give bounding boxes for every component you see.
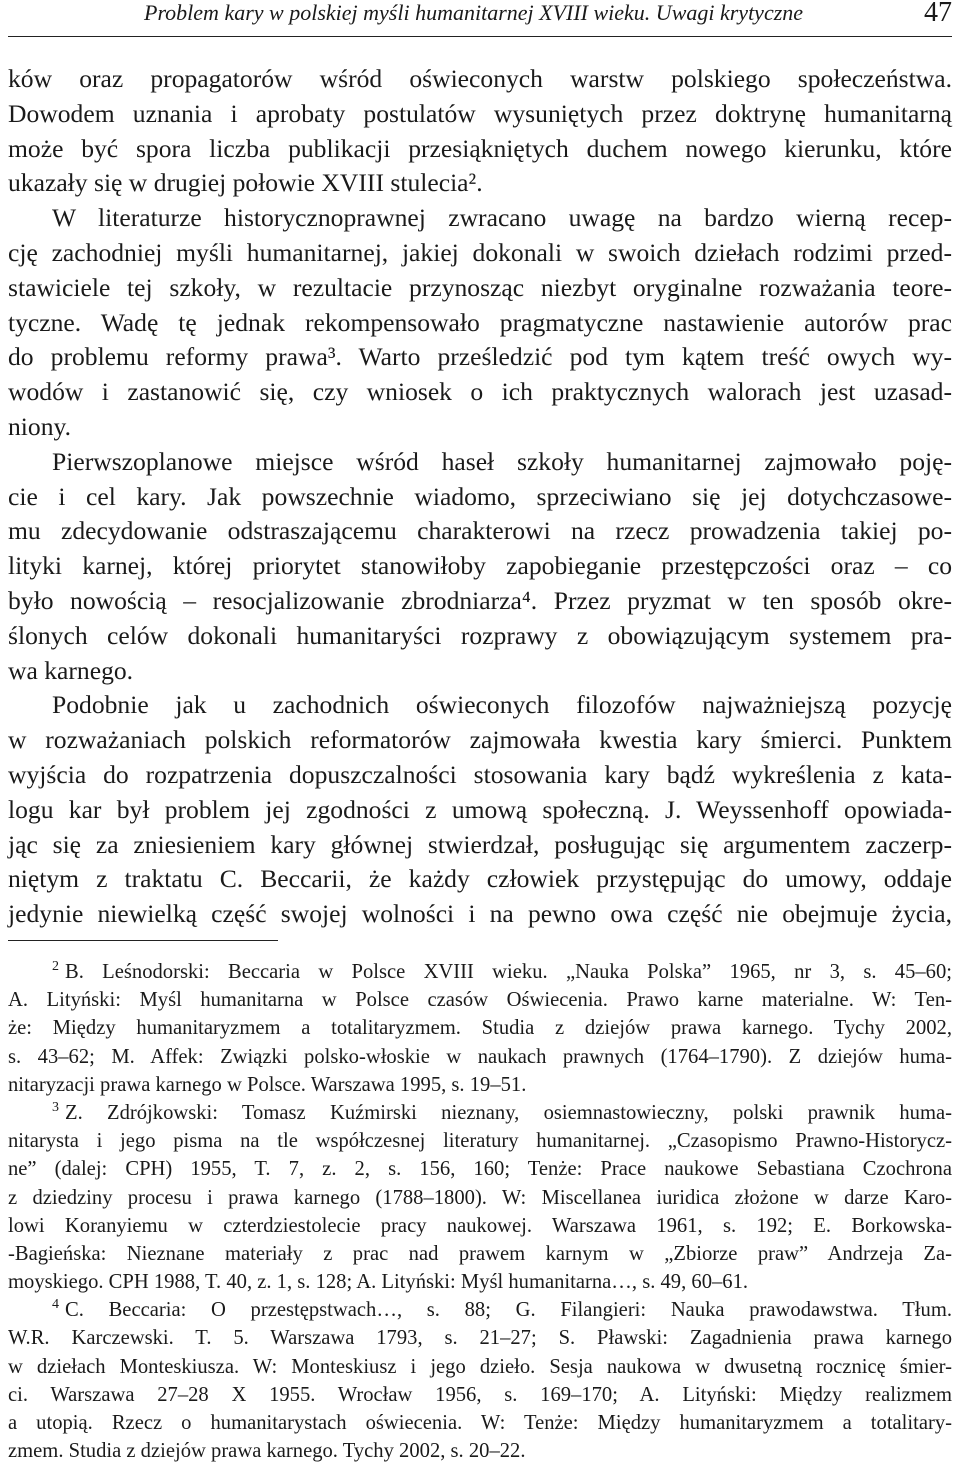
footnote-line: -Bagieńska: Nieznane materiały z prac nad prawem karnym w „Zbiorze praw” Andrzeja Za-: [8, 1242, 952, 1265]
body-line: do problemu reformy prawa³. Warto prześledzić pod tym kątem treść owych wy-: [8, 342, 952, 372]
footnote-text: C. Beccaria: O przestępstwach…, s. 88; G. Filangieri: Nauka prawodawstwa. Tłum.: [65, 1299, 952, 1322]
body-line: niony.: [8, 411, 72, 441]
footnotes: [8, 958, 952, 1465]
body-line: Podobnie jak u zachodnich oświeconych filozofów najważniejszą pozycję: [52, 690, 952, 720]
footnote-line: lowi Koranyiemu w czterdziestolecie pracy naukowej. Warszawa 1961, s. 192; E. Borkowska-: [8, 1214, 952, 1237]
footnote-line: ne” (dalej: CPH) 1955, T. 7, z. 2, s. 156, 160; Tenże: Prace naukowe Sebastiana Czochrona: [8, 1158, 952, 1181]
body-line: było nowością – resocjalizowanie zbrodniarza⁴. Przez pryzmat w ten sposób okre-: [8, 585, 952, 615]
running-header: [8, 0, 952, 38]
body-line: stawiciele tej szkoły, w rezultacie przynosząc niezbyt oryginalne rozważania teore-: [8, 272, 952, 302]
footnote-line: A. Lityński: Myśl humanitarna w Polsce czasów Oświecenia. Prawo karne materialne. W: Ten-: [8, 989, 952, 1012]
footnote-line: [8, 1296, 952, 1324]
footnote-number: 3: [52, 1100, 59, 1116]
body-line: Pierwszoplanowe miejsce wśród haseł szkoły humanitarnej zajmowało poję-: [52, 446, 952, 476]
body-line: cję zachodniej myśli humanitarnej, jakiej dokonali w swoich dziełach rodzimi przed-: [8, 237, 952, 267]
body-line: ślonych celów dokonali humanitaryści rozprawy z obowiązującym systemem pra-: [8, 620, 952, 650]
footnote-line: nitarysta i jego pisma na tle współczesnej literatury humanitarnej. „Czasopismo Prawno-Historycz-: [8, 1130, 952, 1153]
body-line: jąc się za zniesieniem kary głównej stwierdzał, posługując się argumentem zaczerp-: [8, 829, 952, 859]
running-title: Problem kary w polskiej myśli humanitarnej XVIII wieku. Uwagi krytyczne: [144, 0, 804, 25]
body-line: cie i cel kary. Jak powszechnie wiadomo, sprzeciwiano się jej dotychczasowe-: [8, 481, 952, 511]
footnote-text: Z. Zdrójkowski: Tomasz Kuźmirski nieznany, osiemnastowieczny, polski prawnik huma-: [65, 1101, 952, 1124]
footnote-line: moyskiego. CPH 1988, T. 40, z. 1, s. 128; A. Lityński: Myśl humanitarna…, s. 49, 60–61.: [8, 1271, 749, 1294]
footnote-line: ci. Warszawa 27–28 X 1955. Wrocław 1956, s. 169–170; A. Lityński: Między realizmem: [8, 1383, 952, 1406]
body-text: [8, 62, 952, 932]
footnote-text: B. Leśnodorski: Beccaria w Polsce XVIII wieku. „Nauka Polska” 1965, nr 3, s. 45–60;: [65, 961, 952, 983]
footnote-line: nitaryzacji prawa karnego w Polsce. Warszawa 1995, s. 19–51.: [8, 1073, 527, 1096]
body-line: Dowodem uznania i aprobaty postulatów wysuniętych przez doktrynę humanitarną: [8, 98, 952, 128]
footnote-line: [8, 958, 952, 986]
body-line: logu kar był problem jej zgodności z umową społeczną. J. Weyssenhoff opowiada-: [8, 794, 952, 824]
body-line: jedynie niewielką część swojej wolności i na pewno owa część nie obejmuje życia,: [8, 899, 952, 929]
body-line: wa karnego.: [8, 655, 134, 685]
page: [8, 0, 952, 1483]
body-line: może być spora liczba publikacji przesiąkniętych duchem nowego kierunku, które: [8, 133, 952, 163]
footnote-line: s. 43–62; M. Affek: Związki polsko-włoskie w naukach prawnych (1764–1790). Z dziejów huma-: [8, 1045, 952, 1068]
footnote-line: [8, 1099, 952, 1127]
footnote-rule: [8, 940, 278, 941]
body-line: ukazały się w drugiej połowie XVIII stulecia².: [8, 168, 483, 198]
footnote-line: że: Między humanitaryzmem a totalitaryzmem. Studia z dziejów prawa karnego. Tychy 2002,: [8, 1017, 952, 1040]
body-line: mu zdecydowanie odstraszającemu charakterowi na rzecz prowadzenia takiej po-: [8, 516, 952, 546]
page-number: 47: [924, 0, 952, 28]
footnote-line: zmem. Studia z dziejów prawa karnego. Tychy 2002, s. 20–22.: [8, 1440, 526, 1463]
footnote-line: a utopią. Rzecz o humanitarystach oświecenia. W: Tenże: Między humanitaryzmem a totalitary-: [8, 1412, 952, 1434]
body-line: ków oraz propagatorów wśród oświeconych warstw polskiego społeczeństwa.: [8, 64, 952, 93]
body-line: niętym z traktatu C. Beccarii, że każdy człowiek przystępując do umowy, oddaje: [8, 864, 952, 894]
footnote-line: z dziedziny procesu i prawa karnego (1788–1800). W: Miscellanea iuridica złożone w darze Karo-: [8, 1186, 952, 1209]
body-line: lityki karnej, której priorytet stanowiłoby zapobieganie przestępczości oraz – co: [8, 551, 952, 581]
footnote-number: 4: [52, 1297, 59, 1313]
body-line: W literaturze historycznoprawnej zwracano uwagę na bardzo wierną recep-: [52, 203, 952, 233]
header-rule: [8, 36, 952, 37]
body-line: wodów i zastanowić się, czy wniosek o ich praktycznych walorach jest uzasad-: [8, 377, 952, 407]
footnote-number: 2: [52, 959, 59, 975]
body-line: w rozważaniach polskich reformatorów zajmowała kwestia kary śmierci. Punktem: [8, 725, 952, 755]
footnote-line: W.R. Karczewski. T. 5. Warszawa 1793, s. 21–27; S. Pławski: Zagadnienia prawa karnego: [8, 1327, 952, 1350]
footnote-line: w dziełach Monteskiusza. W: Monteskiusz i jego dzieło. Sesja naukowa w dwusetną rocznicę śmier-: [8, 1355, 952, 1378]
body-line: wyjścia do rozpatrzenia dopuszczalności stosowania kary bądź wykreślenia z kata-: [8, 759, 952, 789]
body-line: tyczne. Wadę tę jednak rekompensowało pragmatyczne nastawienie autorów prac: [8, 307, 952, 337]
